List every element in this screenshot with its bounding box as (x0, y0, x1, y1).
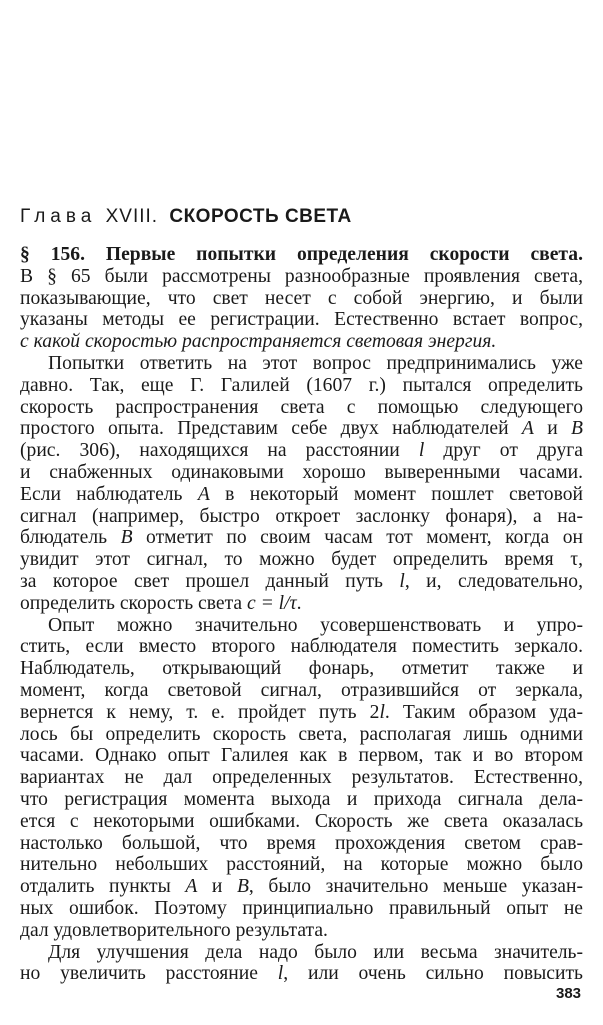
text-span: Для улучшения дела надо было или весьма значитель- (48, 941, 583, 963)
text-line (20, 418, 583, 440)
text-line (20, 876, 583, 898)
text-span: указаны методы ее регистрации. Естественно встает вопрос, (20, 309, 583, 331)
text-span: . Таким образом уда- (384, 701, 583, 723)
text-line (20, 571, 583, 593)
text-span: друг от друга (424, 440, 583, 462)
italic-text: B (571, 418, 583, 440)
text-line (20, 462, 583, 484)
text-span: нительно небольших расстояний, на которые можно было (20, 854, 583, 876)
text-span: часами. Однако опыт Галилея как в первом, так и во втором (20, 745, 583, 767)
text-span: лось бы определить скорость света, располагая лишь одними (20, 723, 583, 745)
chapter-title: СКОРОСТЬ СВЕТА (169, 206, 352, 227)
text-span: и снабженных одинаковыми хорошо выверенными часами. (20, 461, 583, 483)
text-line (20, 484, 583, 506)
text-line (20, 724, 583, 746)
text-span: сигнал (например, быстро откроет заслонку фонаря), а на- (20, 505, 583, 527)
text-line (20, 331, 583, 353)
italic-text: A (185, 876, 198, 898)
text-span: ных ошибок. Поэтому принципиально правильный опыт не (20, 897, 583, 919)
text-line (20, 615, 583, 637)
chapter-number: XVIII. (105, 206, 159, 227)
text-line (20, 506, 583, 528)
chapter-word: Глава (20, 206, 97, 227)
text-span: простого опыта. Представим себе двух наблюдателей (20, 418, 522, 440)
text-span: дал удовлетворительного результата. (20, 919, 328, 941)
text-line (20, 920, 583, 942)
text-span: (рис. 306), находящихся на расстоянии (20, 440, 419, 462)
text-span: блюдатель (20, 527, 121, 549)
text-line (20, 942, 583, 964)
text-line (20, 680, 583, 702)
text-span: определить скорость света (20, 592, 247, 614)
text-line (20, 963, 583, 985)
italic-text: B (236, 876, 249, 898)
text-line (20, 811, 583, 833)
italic-text: c = l/τ (246, 592, 297, 614)
text-span: Если наблюдатель (20, 483, 198, 505)
text-span: вариантах не дал определенных результатов. Естественно, (20, 767, 583, 789)
text-line (20, 288, 583, 310)
text-line (20, 397, 583, 419)
text-span: увидит этот сигнал, то можно будет определить время τ, (20, 549, 583, 571)
text-line (20, 789, 583, 811)
text-line (20, 636, 583, 658)
text-span: В § 65 были рассмотрены разнообразные проявления света, (20, 265, 583, 287)
text-span: . (296, 592, 302, 614)
text-span: ется с некоторыми ошибками. Скорость же света оказалась (20, 810, 583, 832)
text-span: Попытки ответить на этот вопрос предпринимались уже (48, 352, 583, 374)
text-span: , и, следовательно, (404, 570, 583, 592)
text-line (20, 658, 583, 680)
text-line (20, 898, 583, 920)
text-span: момент, когда световой сигнал, отразившийся от зеркала, (20, 679, 583, 701)
text-span: Наблюдатель, открывающий фонарь, отметит также и (20, 658, 583, 680)
text-line (20, 266, 583, 288)
text-span: и (533, 418, 572, 440)
text-span: Опыт можно значительно усовершенствовать и упро- (48, 614, 583, 636)
text-span: показывающие, что свет несет с собой энергию, и были (20, 287, 583, 309)
section-heading: § 156. Первые попытки определения скорости света. (20, 244, 583, 265)
italic-text: l (399, 570, 405, 592)
text-span: что регистрация момента выхода и прихода сигнала дела- (20, 788, 583, 810)
italic-text: A (197, 483, 210, 505)
italic-text: l (277, 963, 284, 985)
text-line (20, 702, 583, 724)
text-line (20, 353, 583, 375)
section-heading-line (20, 244, 583, 266)
text-line (20, 527, 583, 549)
text-span: , было значительно меньше указан- (248, 876, 583, 898)
text-span: , или очень сильно повысить (283, 963, 583, 985)
text-span: давно. Так, еще Г. Галилей (1607 г.) пытался определить (20, 374, 583, 396)
text-span: настолько большой, что время прохождения светом срав- (20, 832, 583, 854)
body-text (20, 244, 583, 985)
text-line (20, 440, 583, 462)
text-line (20, 833, 583, 855)
text-span: отдалить пункты (20, 876, 186, 898)
text-span: в некоторый момент пошлет световой (209, 483, 583, 505)
chapter-heading (20, 204, 590, 230)
page-number: 383 (556, 985, 582, 1002)
text-line (20, 309, 583, 331)
text-span: но увеличить расстояние (20, 963, 278, 985)
text-line (20, 549, 583, 571)
text-span: отметит по своим часам тот момент, когда он (132, 527, 584, 549)
text-line (20, 854, 583, 876)
text-span: стить, если вместо второго наблюдателя поместить зеркало. (20, 636, 583, 658)
text-line (20, 745, 583, 767)
text-line (20, 375, 583, 397)
text-span: скорость распространения света с помощью следующего (20, 396, 583, 418)
italic-text: A (521, 418, 534, 440)
text-span: вернется к нему, т. е. пройдет путь 2 (20, 701, 380, 723)
text-line (20, 593, 583, 615)
text-span: за которое свет прошел данный путь (20, 570, 400, 592)
italic-text: с какой скоростью распространяется световая энергия. (20, 331, 497, 353)
text-line (20, 767, 583, 789)
italic-text: B (120, 527, 133, 549)
italic-text: l (418, 440, 425, 462)
italic-text: l (379, 701, 385, 723)
text-span: и (197, 876, 237, 898)
